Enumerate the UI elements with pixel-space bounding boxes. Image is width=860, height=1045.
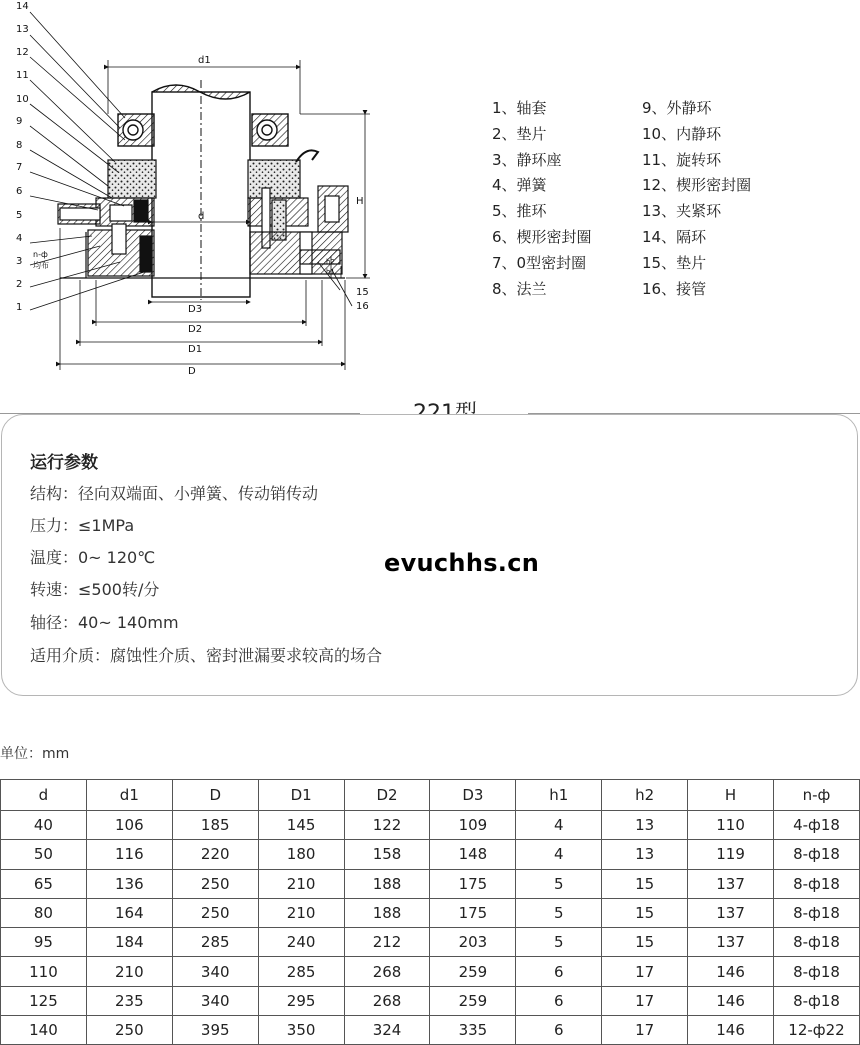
table-row [1,928,860,957]
header-D3: D3 [430,780,516,811]
part-item: 12、楔形密封圈 [642,176,752,195]
table-cell: 15 [602,869,688,898]
part-item: 16、接管 [642,279,707,298]
shaft [152,80,250,300]
parts-legend [492,96,822,302]
table-cell: 324 [344,1016,430,1045]
part-label-11: 11 [16,70,29,81]
header-D1: D1 [258,780,344,811]
table-cell: 122 [344,811,430,840]
table-cell: 185 [172,811,258,840]
header-h1: h1 [516,780,602,811]
table-cell: 6 [516,1016,602,1045]
table-cell: 110 [688,811,774,840]
part-item: 3、静环座 [492,150,562,169]
table-cell: 158 [344,840,430,869]
table-cell: 340 [172,986,258,1015]
table-cell: 125 [1,986,87,1015]
part-item: 8、法兰 [492,279,547,298]
table-cell: 17 [602,957,688,986]
table-cell: 203 [430,928,516,957]
table-row [1,957,860,986]
table-cell: 4 [516,811,602,840]
table-cell: 8-ф18 [774,869,860,898]
table-header-row [1,780,860,811]
table-cell: 285 [258,957,344,986]
dim-D: D [188,366,196,377]
header-H: H [688,780,774,811]
table-cell: 140 [1,1016,87,1045]
param-shaft-diameter: 轴径：40~ 140mm [30,613,179,632]
part-label-8: 8 [16,140,23,151]
part-label-16: 16 [356,301,369,312]
table-cell: 188 [344,869,430,898]
table-cell: 188 [344,898,430,927]
part-label-15: 15 [356,287,369,298]
dim-D3: D3 [188,304,203,315]
table-cell: 137 [688,928,774,957]
dim-D1: D1 [188,344,203,355]
table-cell: 340 [172,957,258,986]
table-cell: 184 [86,928,172,957]
table-cell: 4 [516,840,602,869]
part-label-2: 2 [16,279,23,290]
param-structure: 结构：径向双端面、小弹簧、传动销传动 [30,484,319,503]
table-cell: 212 [344,928,430,957]
table-cell: 40 [1,811,87,840]
table-cell: 4-ф18 [774,811,860,840]
table-cell: 240 [258,928,344,957]
table-cell: 210 [86,957,172,986]
part-label-9: 9 [16,116,23,127]
table-cell: 136 [86,869,172,898]
table-cell: 250 [172,869,258,898]
table-cell: 8-ф18 [774,986,860,1015]
part-label-12: 12 [16,47,29,58]
watermark: evuchhs.cn [384,549,540,577]
table-cell: 106 [86,811,172,840]
table-cell: 13 [602,811,688,840]
part-item: 11、旋转环 [642,150,722,169]
table-row [1,869,860,898]
part-label-1: 1 [16,302,23,313]
part-label-10: 10 [16,94,29,105]
n-phi-label: n-ф [33,250,48,259]
table-cell: 250 [86,1016,172,1045]
table-cell: 235 [86,986,172,1015]
dim-H: H [356,196,364,207]
table-row [1,840,860,869]
table-cell: 210 [258,869,344,898]
table-cell: 146 [688,957,774,986]
table-cell: 8-ф18 [774,957,860,986]
part-item: 5、推环 [492,202,547,221]
part-item: 14、隔环 [642,227,707,246]
header-d: d [1,780,87,811]
table-cell: 268 [344,957,430,986]
table-cell: 146 [688,986,774,1015]
table-cell: 175 [430,898,516,927]
table-cell: 335 [430,1016,516,1045]
table-row [1,811,860,840]
table-cell: 395 [172,1016,258,1045]
table-cell: 110 [1,957,87,986]
dim-d: d [198,211,205,222]
table-cell: 12-ф22 [774,1016,860,1045]
param-temperature: 温度：0~ 120℃ [30,548,156,567]
table-row [1,986,860,1015]
part-item: 15、垫片 [642,253,707,272]
dim-d1: d1 [198,55,211,66]
spacer-ring-left [118,114,154,146]
part-label-5: 5 [16,210,23,221]
params-heading: 运行参数 [30,453,98,473]
table-cell: 8-ф18 [774,928,860,957]
table-cell: 137 [688,869,774,898]
part-item: 13、夹紧环 [642,202,722,221]
header-h2: h2 [602,780,688,811]
table-cell: 8-ф18 [774,840,860,869]
dim-h2: h2 [326,258,335,266]
table-cell: 80 [1,898,87,927]
table-cell: 13 [602,840,688,869]
table-cell: 259 [430,986,516,1015]
table-cell: 137 [688,898,774,927]
table-cell: 146 [688,1016,774,1045]
table-cell: 175 [430,869,516,898]
table-cell: 5 [516,928,602,957]
table-cell: 50 [1,840,87,869]
table-cell: 109 [430,811,516,840]
seal-cross-section-drawing [0,0,380,395]
part-item: 10、内静环 [642,124,722,143]
table-cell: 220 [172,840,258,869]
table-cell: 350 [258,1016,344,1045]
part-item: 4、弹簧 [492,176,547,195]
dim-h1: h1 [326,268,335,276]
spacer-ring-right [252,114,288,146]
inlet-pipe-left [58,204,100,224]
table-cell: 180 [258,840,344,869]
header-D2: D2 [344,780,430,811]
dim-D2: D2 [188,324,203,335]
param-medium: 适用介质：腐蚀性介质、密封泄漏要求较高的场合 [30,646,383,665]
header-D: D [172,780,258,811]
table-cell: 5 [516,869,602,898]
table-cell: 148 [430,840,516,869]
part-item: 7、0型密封圈 [492,253,587,272]
part-label-4: 4 [16,233,23,244]
table-cell: 15 [602,928,688,957]
part-label-13: 13 [16,24,29,35]
part-label-6: 6 [16,186,23,197]
table-cell: 8-ф18 [774,898,860,927]
table-cell: 259 [430,957,516,986]
table-cell: 6 [516,957,602,986]
part-item: 6、楔形密封圈 [492,227,592,246]
header-d1: d1 [86,780,172,811]
param-pressure: 压力：≤1MPa [30,516,135,535]
unit-label: 单位：mm [0,746,70,762]
table-row [1,898,860,927]
table-body [1,811,860,1045]
part-label-14: 14 [16,1,29,12]
param-speed: 转速：≤500转/分 [30,580,160,599]
header-n-phi: n-ф [774,780,860,811]
table-cell: 250 [172,898,258,927]
part-label-7: 7 [16,162,23,173]
table-cell: 15 [602,898,688,927]
part-item: 2、垫片 [492,124,547,143]
table-cell: 17 [602,1016,688,1045]
part-item: 1、轴套 [492,99,547,117]
n-phi-note: 均布 [33,261,49,270]
table-cell: 295 [258,986,344,1015]
dimensions-table [0,779,860,1045]
table-cell: 5 [516,898,602,927]
table-cell: 145 [258,811,344,840]
table-cell: 164 [86,898,172,927]
table-cell: 65 [1,869,87,898]
part-item: 9、外静环 [642,99,712,117]
table-cell: 6 [516,986,602,1015]
table-row [1,1016,860,1045]
table-cell: 268 [344,986,430,1015]
table-cell: 285 [172,928,258,957]
table-cell: 17 [602,986,688,1015]
table-cell: 95 [1,928,87,957]
table-cell: 210 [258,898,344,927]
table-cell: 119 [688,840,774,869]
part-label-3: 3 [16,256,23,267]
table-cell: 116 [86,840,172,869]
